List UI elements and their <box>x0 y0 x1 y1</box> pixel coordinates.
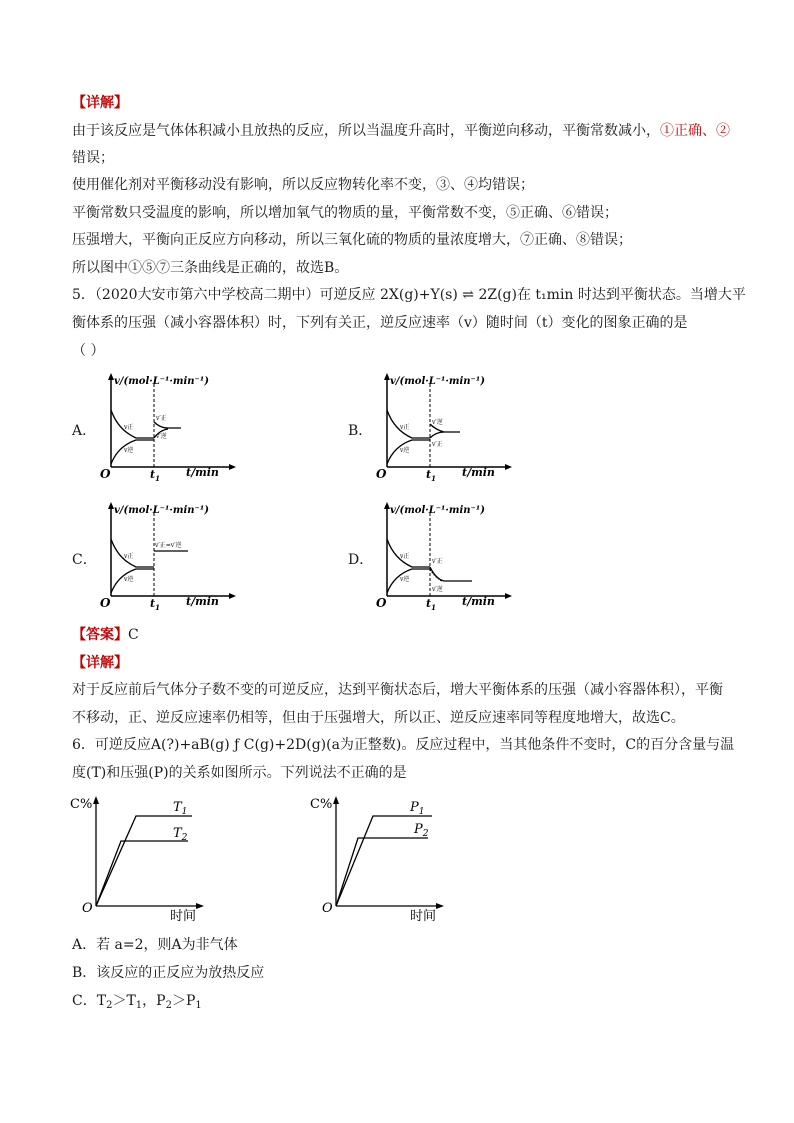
option-c-p1-sub: 1 <box>195 1000 202 1011</box>
option-d-label: D． <box>348 552 374 568</box>
v-equal-label: v′正=v′逆 <box>155 542 182 549</box>
y-arrow <box>333 796 339 804</box>
detail-line-2: 错误； <box>72 150 114 166</box>
option-c-p1: P <box>185 993 196 1009</box>
detail-line-1 <box>72 121 730 141</box>
detail2-line-2: 不移动，正、逆反应速率仍相等，但由于压强增大，所以正、逆反应速率同等程度地增大，故选C。 <box>72 710 685 726</box>
q5-line-1: 5．（2020大安市第六中学校高二期中）可逆反应 2X(g)+Y(s) ⇌ 2Z(g)在 t₁min 时达到平衡状态。当增大平 <box>72 287 746 303</box>
x-axis-label: t/min <box>186 595 219 608</box>
q5-line-2: 衡体系的压强（减小容器体积）时，下列有关正，逆反应速率（v）随时间（t）变化的图象正确的是 <box>72 315 688 331</box>
v-reverse-prime-label: v′逆 <box>156 433 167 440</box>
origin-label: O <box>82 901 93 916</box>
graph-d <box>372 501 512 611</box>
v-reverse-label: v逆 <box>124 447 134 454</box>
v-forward-label: v正 <box>400 424 410 431</box>
detail-line-5: 压强增大，平衡向正反应方向移动，所以三氧化硫的物质的量浓度增大，⑦正确、⑧错误； <box>72 232 632 248</box>
y-axis-label: C% <box>310 797 333 812</box>
x-axis-label: 时间 <box>410 909 437 923</box>
x-arrow <box>229 464 236 470</box>
detail-heading: 【详解】 <box>72 95 128 111</box>
option-c-label: C． <box>72 552 97 568</box>
v-reverse-label: v逆 <box>400 447 410 454</box>
graph-temperature <box>66 788 206 923</box>
option-c-t2-sub: 2 <box>106 1000 113 1011</box>
v-forward-label: v正 <box>124 424 134 431</box>
detail-line-3: 使用催化剂对平衡移动没有影响，所以反应物转化率不变，③、④均错误； <box>72 177 534 193</box>
origin-label: O <box>100 467 111 481</box>
option-c-p2-sub: 2 <box>165 1000 172 1011</box>
answer-heading: 【答案】 <box>72 627 128 643</box>
graph-pressure <box>306 788 446 923</box>
p2-curve-label: $P_2$ <box>414 822 429 839</box>
v-forward-prime-label: v′正 <box>156 415 167 422</box>
v-reverse-prime-label: v′逆 <box>432 419 443 426</box>
detail-line-4: 平衡常数只受温度的影响，所以增加氧气的物质的量，平衡常数不变，⑤正确、⑥错误； <box>72 205 618 221</box>
y-axis-label: v/(mol·L⁻¹·min⁻¹) <box>114 505 209 516</box>
v-reverse-prime-label: v′逆 <box>432 586 443 593</box>
origin-label: O <box>376 596 387 610</box>
origin-label: O <box>100 596 111 610</box>
q5-line-3: （ ） <box>72 343 105 359</box>
q6-line-1: 6．可逆反应A(?)+aB(g) ƒ C(g)+2D(g)(a为正整数)。反应过程中，当其他条件不变时，C的百分含量与温 <box>72 737 735 753</box>
y-arrow <box>93 796 99 804</box>
origin-label: O <box>322 901 333 916</box>
graph-a <box>96 372 236 482</box>
option-c-gt-1: ＞ <box>112 993 127 1009</box>
x-arrow <box>436 903 444 909</box>
v-forward-prime-label: v′正 <box>432 441 443 448</box>
x-axis-label: 时间 <box>170 909 197 923</box>
y-axis-label: v/(mol·L⁻¹·min⁻¹) <box>114 376 209 387</box>
t1-label: $t_1$ <box>426 597 436 611</box>
v-reverse-label: v逆 <box>400 576 410 583</box>
y-axis-label: v/(mol·L⁻¹·min⁻¹) <box>390 376 485 387</box>
v-forward-label: v正 <box>124 553 134 560</box>
q6-option-b: B．该反应的正反应为放热反应 <box>72 965 265 981</box>
detail2-line-1: 对于反应前后气体分子数不变的可逆反应，达到平衡状态后，增大平衡体系的压强（减小容器体积），平衡 <box>72 682 723 698</box>
detail2-heading: 【详解】 <box>72 655 128 671</box>
y-axis-label: v/(mol·L⁻¹·min⁻¹) <box>390 505 485 516</box>
v-forward-label: v正 <box>400 553 410 560</box>
t1-label: $t_1$ <box>150 597 160 611</box>
forward-rate-after <box>430 432 460 438</box>
option-c-p2: P <box>156 993 166 1009</box>
answer-line <box>72 625 139 645</box>
forward-rate-after <box>430 567 472 581</box>
option-a-label: A． <box>72 423 97 439</box>
t1-label: $t_1$ <box>150 468 160 482</box>
q6-line-2: 度(T)和压强(P)的关系如图所示。下列说法不正确的是 <box>72 765 407 781</box>
p1-curve-label: $P_1$ <box>410 800 425 817</box>
option-c-gt-2: ＞ <box>171 993 186 1009</box>
t1-curve-label: $T_1$ <box>173 800 188 817</box>
option-c-t2: T <box>96 993 107 1009</box>
option-c-sep: ， <box>142 993 157 1009</box>
option-c-t1-sub: 1 <box>135 1000 143 1011</box>
detail-line-1-text: 由于该反应是气体体积减小且放热的反应，所以当温度升高时，平衡逆向移动，平衡常数减小， <box>72 123 660 139</box>
q6-option-a: A．若 a=2，则A为非气体 <box>72 937 238 953</box>
forward-rate-after <box>154 422 181 428</box>
option-c-t1: T <box>126 993 136 1009</box>
graph-c <box>96 501 236 611</box>
v-forward-prime-label: v′正 <box>432 558 443 565</box>
t2-curve-label: $T_2$ <box>173 826 188 843</box>
origin-label: O <box>376 467 387 481</box>
v-reverse-label: v逆 <box>124 576 134 583</box>
answer-value: C <box>128 627 139 643</box>
q6-option-c <box>72 991 202 1016</box>
x-axis-label: t/min <box>186 466 219 479</box>
x-arrow <box>505 464 512 470</box>
x-arrow <box>229 593 236 599</box>
detail-line-1-red: ①正确、② <box>660 123 730 139</box>
detail-line-6: 所以图中①⑤⑦三条曲线是正确的，故选B。 <box>72 260 349 276</box>
option-c-prefix: C． <box>72 993 97 1009</box>
t1-label: $t_1$ <box>426 468 436 482</box>
y-axis-label: C% <box>70 797 93 812</box>
x-axis-label: t/min <box>462 595 495 608</box>
option-b-label: B． <box>348 423 373 439</box>
x-arrow <box>196 903 204 909</box>
x-arrow <box>505 593 512 599</box>
x-axis-label: t/min <box>462 466 495 479</box>
graph-b <box>372 372 512 482</box>
